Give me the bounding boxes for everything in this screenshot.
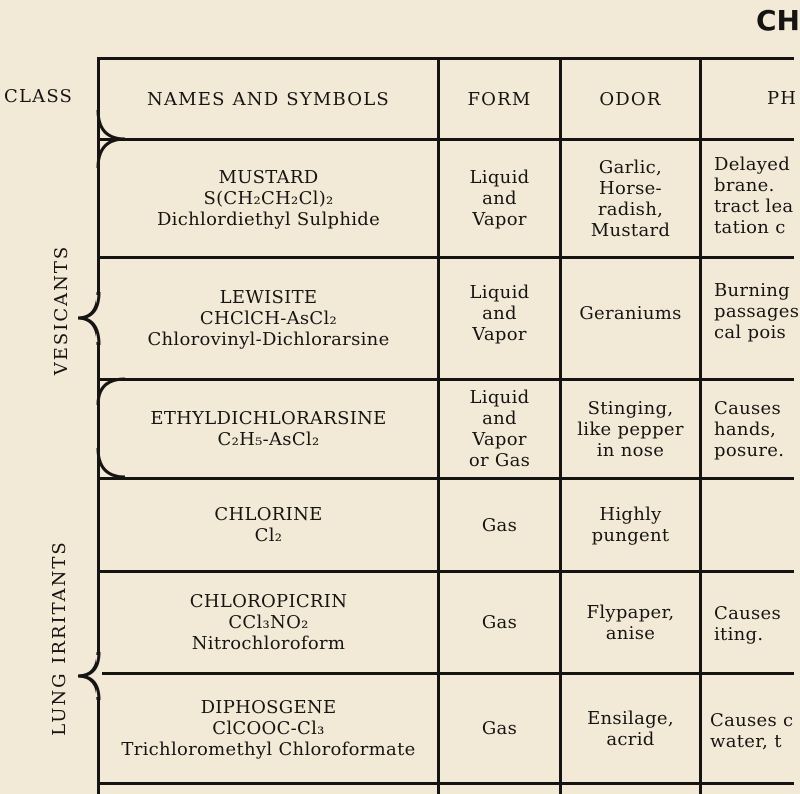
agent-chemical-name: Nitrochloroform (191, 633, 346, 654)
header-odor (562, 60, 699, 138)
odor-cell (562, 381, 699, 477)
physio-text: Causes (714, 603, 782, 624)
form-text: and (482, 408, 517, 429)
form-text: Gas (481, 514, 518, 536)
physio-text: hands, (714, 419, 777, 440)
agent-formula: C₂H₅-AsCl₂ (217, 429, 320, 450)
header-physiological: PH (767, 88, 798, 109)
header-form (440, 60, 559, 138)
agent-name: DIPHOSGENE (200, 697, 337, 718)
physio-text: cal pois (714, 322, 787, 343)
odor-cell (562, 480, 699, 570)
physio-text: iting. (714, 624, 764, 645)
odor-text: Horse- (599, 177, 662, 199)
odor-text: like pepper (577, 418, 684, 440)
agent-formula: ClCOOC-Cl₃ (212, 718, 325, 739)
physio-cell (710, 710, 794, 752)
odor-text: acrid (606, 728, 655, 750)
form-cell (440, 141, 559, 256)
form-text: Liquid (469, 387, 530, 408)
physio-text: Causes (714, 398, 782, 419)
form-text: Gas (481, 718, 518, 739)
odor-text: Highly (599, 504, 662, 525)
agent-chemical-name: Chlorovinyl-Dichlorarsine (147, 329, 390, 350)
agent-name: CHLORINE (214, 504, 323, 525)
physio-cell (714, 398, 794, 461)
physio-text: Delayed (714, 154, 791, 175)
agent-name: MUSTARD (218, 167, 319, 188)
physio-text: water, t (710, 731, 782, 752)
form-cell (440, 480, 559, 570)
agent-formula: Cl₂ (254, 525, 283, 546)
table-row (100, 675, 437, 782)
form-cell (440, 381, 559, 477)
agent-chemical-name: Dichlordiethyl Sulphide (156, 209, 381, 230)
physio-text: tract lea (714, 196, 794, 217)
class-label-vesicants: VESICANTS (51, 244, 72, 376)
physio-cell (714, 280, 800, 343)
form-text: Vapor (472, 429, 527, 450)
header-form-label: FORM (467, 88, 532, 110)
table-row (100, 381, 437, 477)
form-text: and (482, 302, 517, 324)
form-cell (440, 573, 559, 672)
header-names (100, 60, 437, 138)
agent-formula: CCl₃NO₂ (228, 612, 309, 633)
odor-cell (562, 573, 699, 672)
form-text: Vapor (472, 209, 527, 230)
odor-text: Ensilage, (587, 707, 674, 729)
odor-text: in nose (596, 439, 665, 461)
physio-cell (714, 603, 794, 645)
agent-formula: S(CH₂CH₂Cl)₂ (203, 188, 334, 209)
agent-formula: CHClCH-AsCl₂ (199, 308, 338, 329)
table-row (100, 259, 437, 378)
form-text: and (482, 188, 517, 209)
physio-text: brane. (714, 175, 775, 196)
odor-text: anise (605, 622, 656, 644)
form-cell (440, 259, 559, 367)
table-row (100, 480, 437, 570)
physio-text: Causes c (710, 710, 794, 731)
odor-text: radish, (597, 198, 664, 220)
table-row (100, 573, 437, 672)
physio-cell (714, 154, 794, 238)
class-label-lung-irritants: LUNG IRRITANTS (49, 540, 70, 736)
agent-name: CHLOROPICRIN (189, 591, 348, 612)
chart-title-fragment: CH (756, 4, 800, 37)
table-row (100, 141, 437, 256)
agent-name: ETHYLDICHLORARSINE (150, 408, 387, 429)
header-names-label: NAMES AND SYMBOLS (147, 88, 390, 110)
form-text: Vapor (472, 323, 527, 345)
physio-text: Burning (714, 280, 790, 301)
odor-text: Flypaper, (586, 601, 675, 623)
odor-text: Mustard (590, 219, 671, 241)
odor-text: Stinging, (587, 397, 674, 419)
form-text: Liquid (469, 167, 530, 188)
odor-text: Garlic, (598, 156, 663, 178)
form-text: Liquid (469, 281, 530, 303)
header-odor-label: ODOR (599, 88, 662, 110)
physio-text: posure. (714, 440, 785, 461)
odor-text: Geraniums (579, 302, 682, 324)
agent-chemical-name: Trichloromethyl Chloroformate (121, 739, 416, 760)
agent-name: LEWISITE (219, 287, 318, 308)
odor-cell (562, 675, 699, 782)
odor-text: pungent (591, 525, 670, 546)
odor-cell (562, 259, 699, 367)
physio-text: passages (714, 301, 800, 322)
odor-cell (562, 141, 699, 256)
physio-text: tation c (714, 217, 786, 238)
header-class: CLASS (4, 86, 74, 107)
form-cell (440, 675, 559, 782)
form-text: or Gas (468, 450, 531, 471)
form-text: Gas (481, 612, 518, 633)
